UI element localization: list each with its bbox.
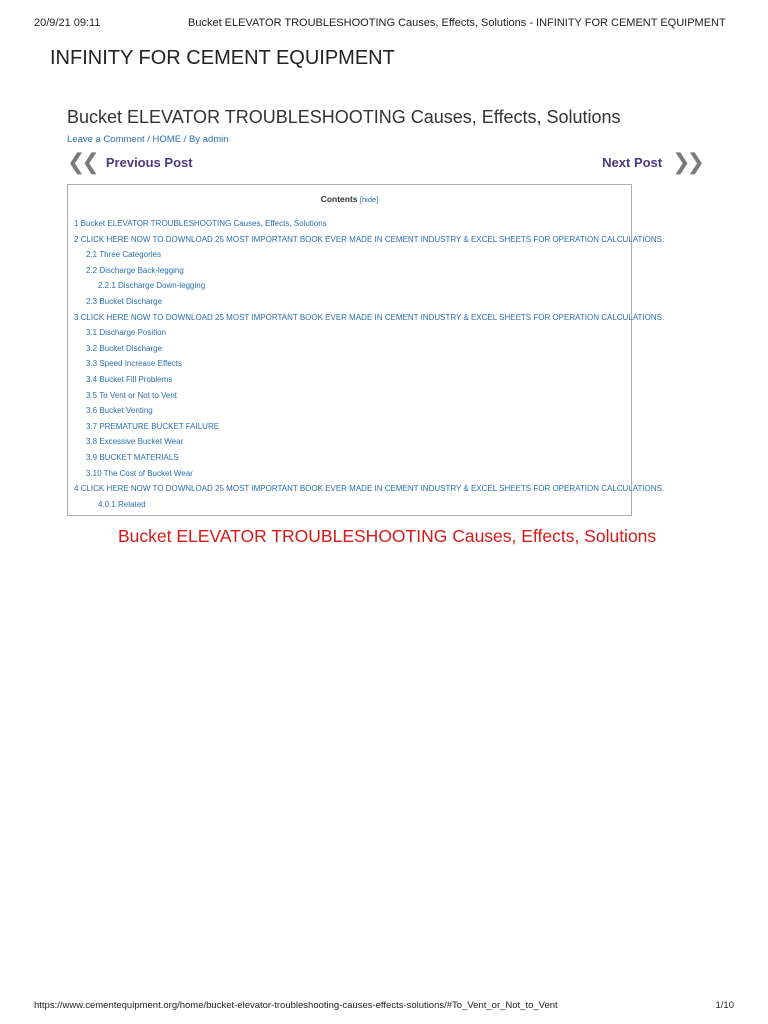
- toc-item[interactable]: 2.1 Three Categories: [86, 250, 162, 260]
- toc-item[interactable]: 3.4 Bucket Fill Problems: [86, 375, 173, 384]
- category-link[interactable]: HOME: [152, 134, 182, 145]
- toc-item[interactable]: 2 CLICK HERE NOW TO DOWNLOAD 25 MOST IMPORTANT BOOK EVER MADE IN CEMENT INDUSTRY & EXCEL SHEETS FOR OPERATION CALCULATIONS.: [74, 234, 665, 244]
- toc-item[interactable]: 3.9 BUCKET MATERIALS: [86, 453, 179, 462]
- toc-item[interactable]: 2.2 Discharge Back-legging: [86, 265, 184, 275]
- toc-item[interactable]: 4.0.1 Related: [98, 499, 146, 509]
- toc-item[interactable]: 3.1 Discharge Position: [86, 328, 167, 338]
- next-post-label: Next Post: [602, 154, 663, 170]
- toc-item[interactable]: 3.7 PREMATURE BUCKET FAILURE: [86, 421, 220, 431]
- toc-heading: Contents: [320, 194, 358, 204]
- toc-item[interactable]: 3.3 Speed Increase Effects: [86, 359, 182, 369]
- previous-post-link[interactable]: [67, 151, 193, 173]
- meta-separator-by: / By: [181, 134, 203, 145]
- toc-item[interactable]: 2.3 Bucket Discharge: [86, 297, 163, 306]
- toc-item[interactable]: 1 Bucket ELEVATOR TROUBLESHOOTING Causes, Effects, Solutions: [74, 219, 327, 228]
- toc-item[interactable]: 3.2 Bucket Discharge: [86, 343, 163, 353]
- page-number: 1/10: [715, 1000, 734, 1011]
- leave-comment-link[interactable]: Leave a Comment: [67, 134, 145, 145]
- toc-item[interactable]: 3.5 To Vent or Not to Vent: [86, 390, 178, 400]
- post-title: Bucket ELEVATOR TROUBLESHOOTING Causes, Effects, Solutions: [67, 107, 621, 127]
- site-title[interactable]: INFINITY FOR CEMENT EQUIPMENT: [50, 47, 395, 69]
- author-link[interactable]: admin: [202, 134, 229, 145]
- toc-item[interactable]: 4 CLICK HERE NOW TO DOWNLOAD 25 MOST IMPORTANT BOOK EVER MADE IN CEMENT INDUSTRY & EXCEL SHEETS FOR OPERATION CALCULATIONS.: [74, 484, 665, 494]
- toc-item[interactable]: 2.2.1 Discharge Down-legging: [98, 281, 206, 291]
- toc-header: [68, 194, 631, 204]
- print-url: https://www.cementequipment.org/home/bucket-elevator-troubleshooting-causes-effects-solutions/#To_Vent_or_Not_to_Vent: [34, 1000, 558, 1011]
- toc-item[interactable]: 3.6 Bucket Venting: [86, 406, 153, 416]
- content-heading: Bucket ELEVATOR TROUBLESHOOTING Causes, Effects, Solutions: [118, 526, 657, 546]
- toc-item[interactable]: 3 CLICK HERE NOW TO DOWNLOAD 25 MOST IMPORTANT BOOK EVER MADE IN CEMENT INDUSTRY & EXCEL SHEETS FOR OPERATION CALCULATIONS.: [74, 312, 665, 322]
- previous-post-label: Previous Post: [105, 154, 193, 170]
- toc-item[interactable]: 3.10 The Cost of Bucket Wear: [86, 468, 193, 478]
- post-meta: [67, 134, 229, 145]
- toc-hide-toggle[interactable]: [hide]: [359, 195, 379, 204]
- double-chevron-left-icon: ❮❮: [67, 149, 96, 174]
- meta-separator: /: [144, 134, 153, 145]
- toc-item[interactable]: 3.8 Excessive Bucket Wear: [86, 437, 184, 447]
- next-post-link[interactable]: [602, 151, 701, 173]
- print-page-title: Bucket ELEVATOR TROUBLESHOOTING Causes, Effects, Solutions - INFINITY FOR CEMENT EQUIPMENT: [188, 17, 726, 29]
- table-of-contents: [67, 184, 665, 516]
- double-chevron-right-icon: ❯❯: [672, 149, 701, 174]
- print-timestamp: 20/9/21 09:11: [34, 17, 101, 29]
